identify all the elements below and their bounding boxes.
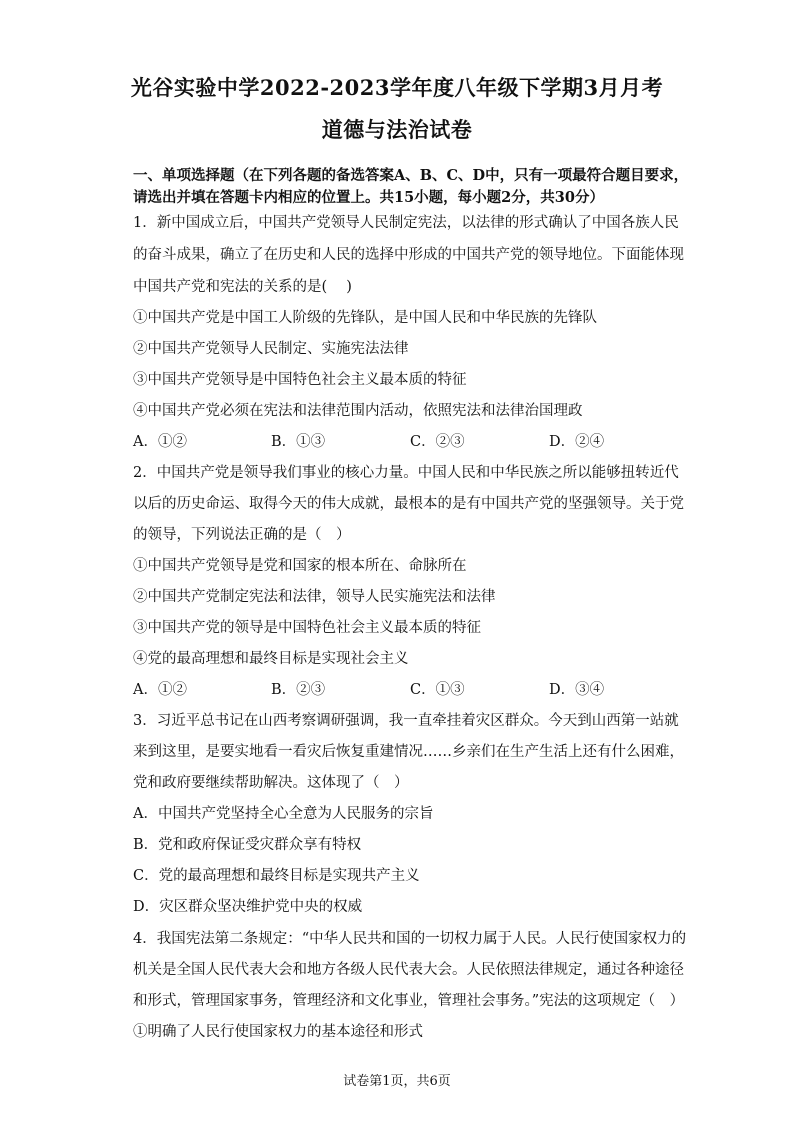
q3-choice-d: D．灾区群众坚决维护党中央的权威: [133, 899, 363, 915]
q4-statement-1: ①明确了人民行使国家权力的基本途径和形式: [133, 1024, 423, 1040]
q1-statement-3: ③中国共产党领导是中国特色社会主义最本质的特征: [133, 372, 467, 388]
exam-title-line1: 光谷实验中学2022-2023学年度八年级下学期3月月考: [130, 75, 664, 100]
q3-stem-line2: 来到这里，是要实地看一看灾后恢复重建情况……乡亲们在生产生活上还有什么困难，: [133, 744, 684, 760]
q2-stem-line2: 以后的历史命运、取得今天的伟大成就，最根本的是有中国共产党的坚强领导。关于党: [133, 496, 684, 512]
q1-option-b: B．①③: [271, 434, 326, 450]
page-footer: 试卷第1页，共6页: [343, 1074, 451, 1089]
section-heading-line1: 一、单项选择题（在下列各题的备选答案A、B、C、D中，只有一项最符合题目要求，: [133, 167, 689, 184]
q4-stem-line1: 4．我国宪法第二条规定：“中华人民共和国的一切权力属于人民。人民行使国家权力的: [133, 931, 687, 947]
q1-statement-2: ②中国共产党领导人民制定、实施宪法法律: [133, 341, 409, 357]
q1-stem-line2: 的奋斗成果，确立了在历史和人民的选择中形成的中国共产党的领导地位。下面能体现: [133, 247, 684, 263]
q2-statement-1: ①中国共产党领导是党和国家的根本所在、命脉所在: [133, 558, 467, 574]
q2-stem-line3: 的领导，下列说法正确的是（ ）: [133, 527, 351, 543]
q2-statement-2: ②中国共产党制定宪法和法律，领导人民实施宪法和法律: [133, 589, 496, 605]
q1-statement-4: ④中国共产党必须在宪法和法律范围内活动，依照宪法和法律治国理政: [133, 403, 583, 419]
q3-stem-line1: 3．习近平总书记在山西考察调研强调，我一直牵挂着灾区群众。今天到山西第一站就: [133, 713, 679, 729]
q2-statement-3: ③中国共产党的领导是中国特色社会主义最本质的特征: [133, 620, 481, 636]
q3-choice-a: A．中国共产党坚持全心全意为人民服务的宗旨: [133, 806, 434, 822]
q1-option-d: D．②④: [549, 434, 605, 450]
q1-stem-line1: 1．新中国成立后，中国共产党领导人民制定宪法，以法律的形式确认了中国各族人民: [133, 215, 679, 231]
q1-option-c: C．②③: [410, 434, 465, 450]
q3-choice-c: C．党的最高理想和最终目标是实现共产主义: [133, 868, 420, 884]
q1-statement-1: ①中国共产党是中国工人阶级的先锋队，是中国人民和中华民族的先锋队: [133, 310, 597, 326]
q2-option-a: A．①②: [133, 682, 187, 698]
q4-stem-line2: 机关是全国人民代表大会和地方各级人民代表大会。人民依照法律规定，通过各种途径: [133, 962, 684, 978]
q3-stem-line3: 党和政府要继续帮助解决。这体现了（ ）: [133, 775, 409, 791]
q2-option-b: B．②③: [271, 682, 326, 698]
q1-stem-line3: 中国共产党和宪法的关系的是( ): [133, 279, 352, 295]
q2-option-c: C．①③: [410, 682, 465, 698]
q4-stem-line3: 和形式，管理国家事务，管理经济和文化事业，管理社会事务。”宪法的这项规定（ ）: [133, 993, 685, 1009]
q2-stem-line1: 2．中国共产党是领导我们事业的核心力量。中国人民和中华民族之所以能够扭转近代: [133, 465, 679, 481]
exam-title-line2: 道德与法治试卷: [321, 117, 473, 142]
section-heading-line2: 请选出并填在答题卡内相应的位置上。共15小题，每小题2分，共30分）: [133, 189, 604, 206]
q2-option-d: D．③④: [549, 682, 605, 698]
q3-choice-b: B．党和政府保证受灾群众享有特权: [133, 837, 362, 853]
q1-option-a: A．①②: [133, 434, 187, 450]
q2-statement-4: ④党的最高理想和最终目标是实现社会主义: [133, 651, 409, 667]
